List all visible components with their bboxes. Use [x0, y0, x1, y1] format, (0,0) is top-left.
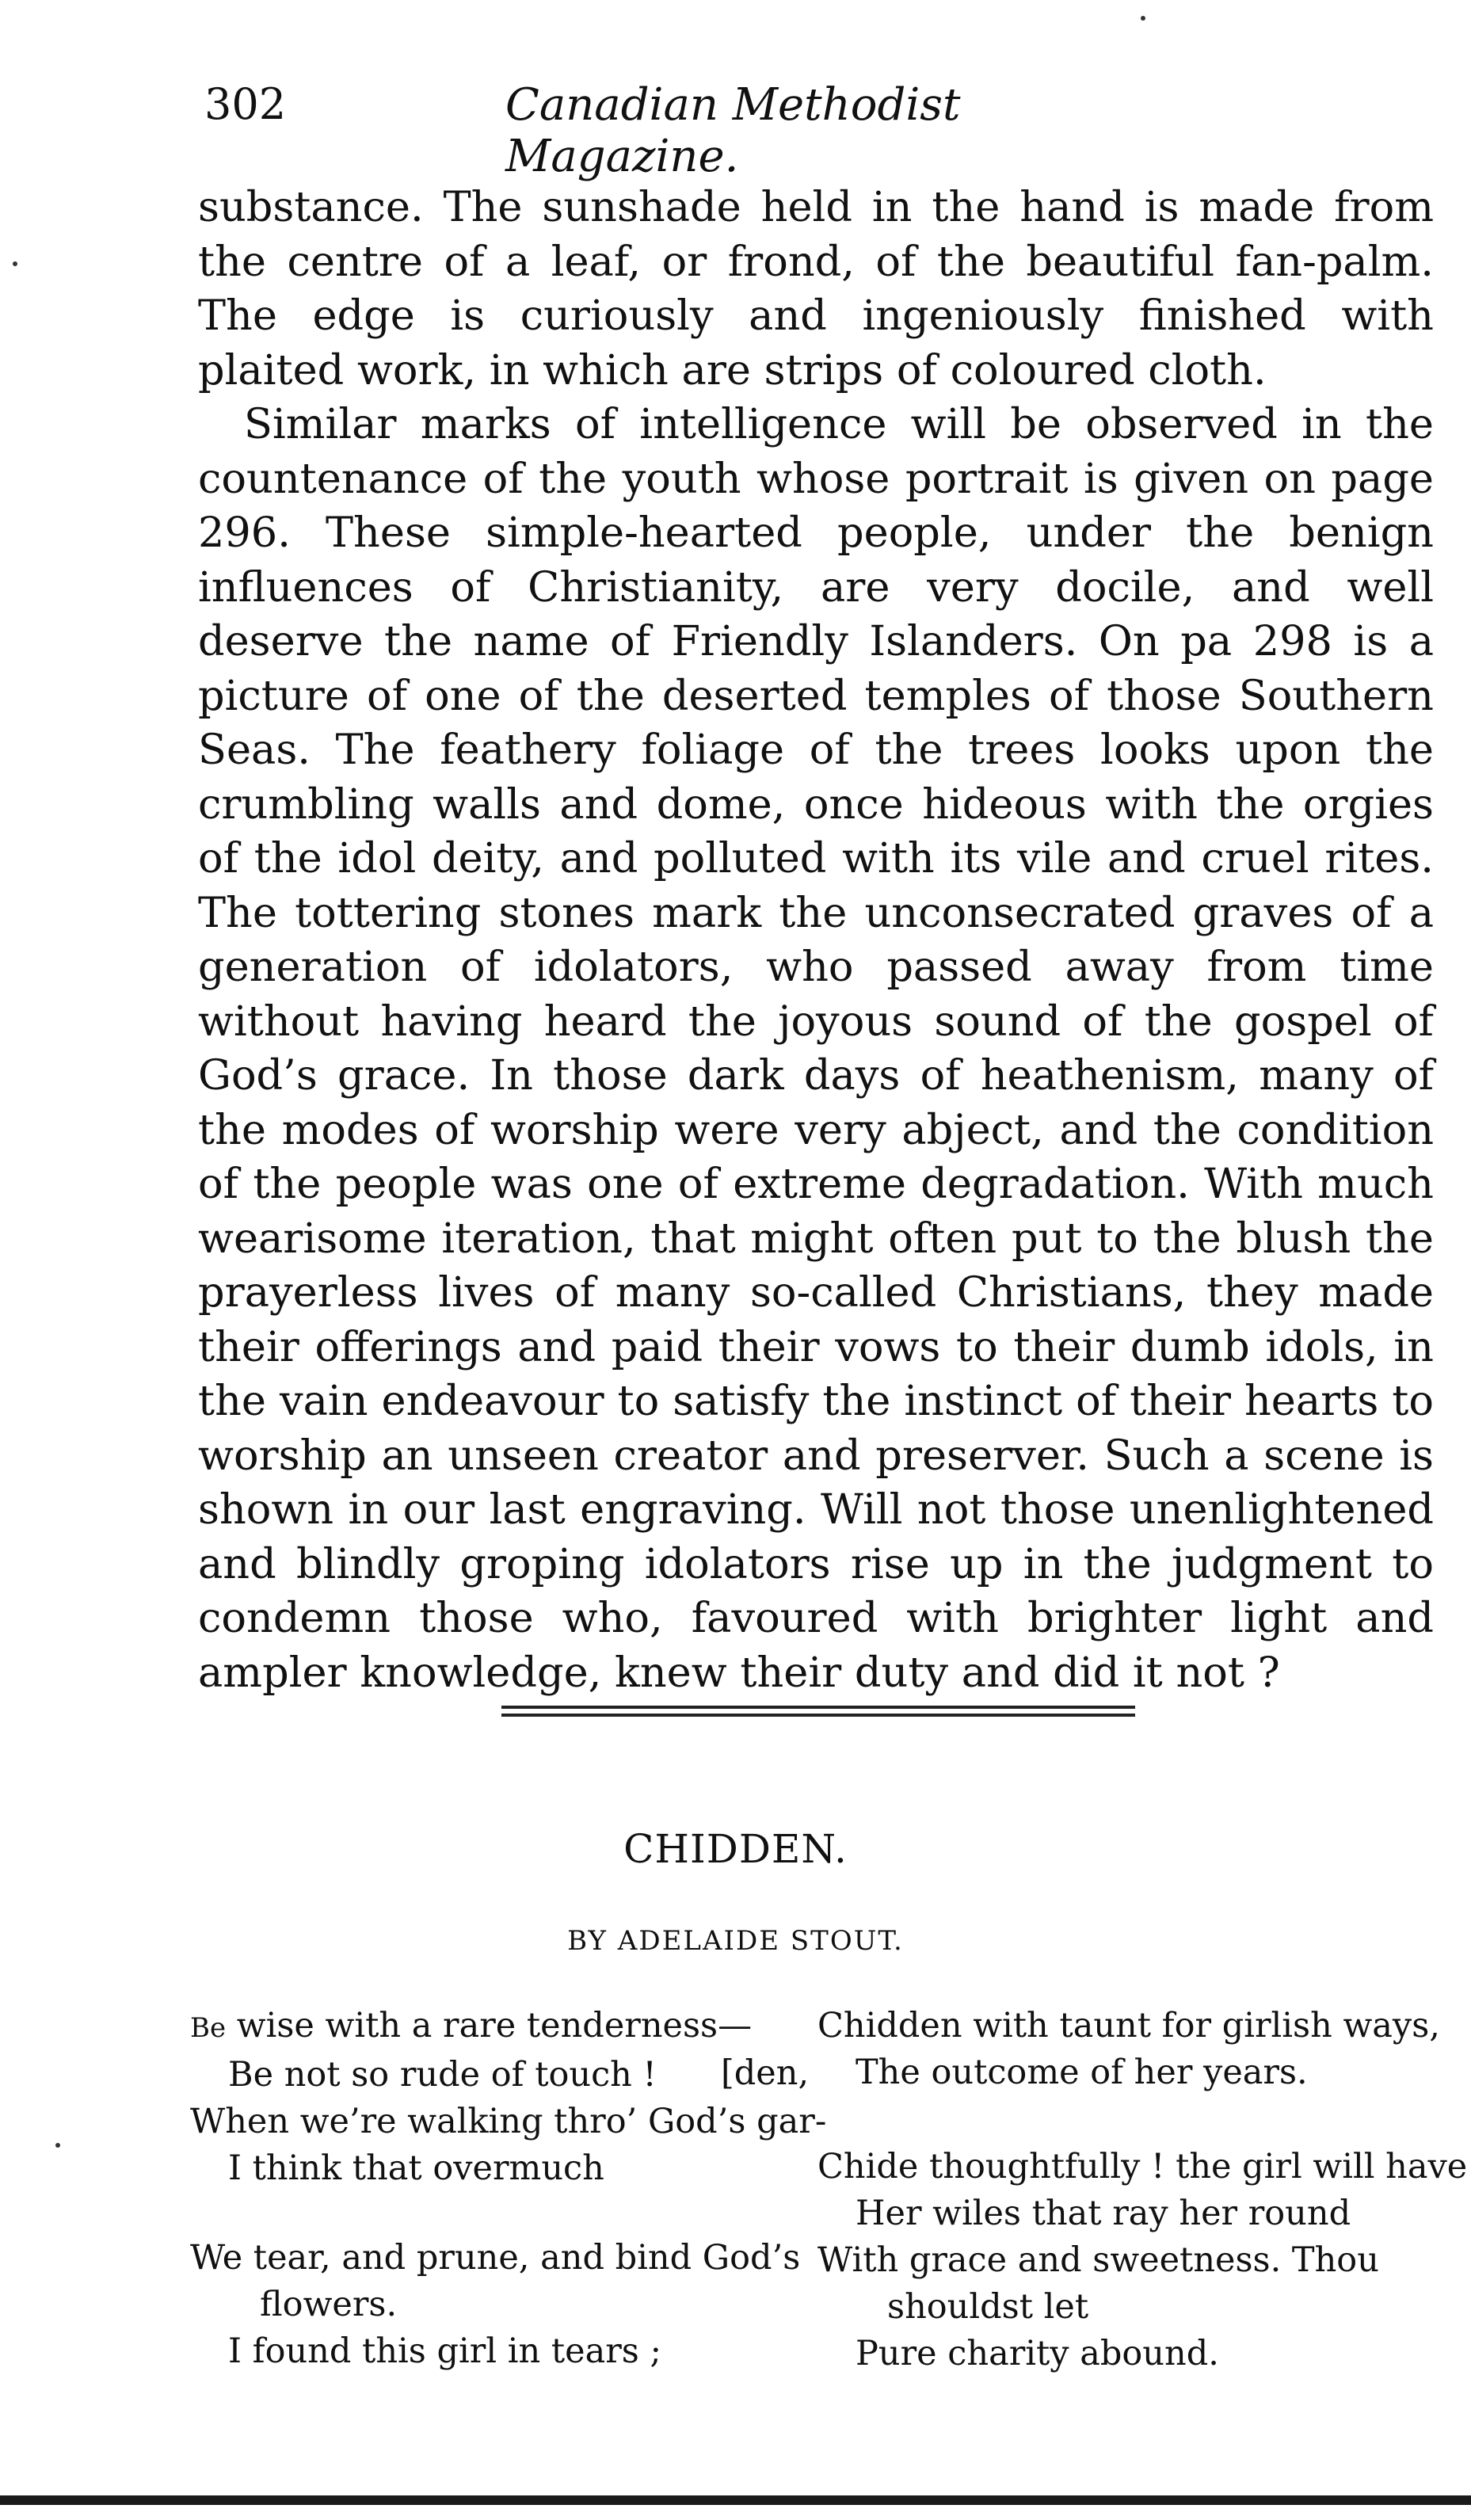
- poem-title: CHIDDEN.: [623, 1826, 848, 1872]
- scan-speck: [1141, 16, 1145, 21]
- poem-line: When we’re walking thro’ God’s gar-: [190, 2102, 827, 2141]
- section-divider-bottom: [501, 1714, 1135, 1717]
- poem-left-stanza-1: [190, 2003, 827, 2192]
- page-bottom-edge: [0, 2495, 1471, 2505]
- poem-line: Pure charity abound.: [856, 2334, 1219, 2373]
- poem-line: We tear, and prune, and bind God’s: [190, 2238, 801, 2278]
- poem-line: Be not so rude of touch !: [228, 2055, 657, 2095]
- poem-line: I found this girl in tears ;: [228, 2331, 662, 2371]
- drop-initial: Be: [190, 2012, 227, 2044]
- poem-line: The outcome of her years.: [856, 2053, 1308, 2092]
- poem-line: I think that overmuch: [228, 2148, 604, 2188]
- poem-right-stanza-2: [817, 2144, 1468, 2377]
- poem-line: Be wise with a rare tenderness—: [190, 2006, 753, 2045]
- poem-right-stanza-1: [817, 2003, 1440, 2096]
- paragraph: substance. The sunshade held in the hand is made from the centre of a leaf, or frond, of the beautiful fan-palm. The edge is curiously and ingeniously finished with plaited work, in which are strips of coloured cloth.: [198, 183, 1434, 395]
- section-divider-top: [501, 1706, 1135, 1709]
- poem-line: Chidden with taunt for girlish ways,: [817, 2006, 1440, 2045]
- poem-line: flowers.: [260, 2285, 398, 2324]
- scan-speck: [55, 2143, 60, 2148]
- poem-line: shouldst let: [887, 2287, 1089, 2327]
- poem-byline: BY ADELAIDE STOUT.: [567, 1925, 904, 1957]
- prose-body: [198, 181, 1434, 1700]
- poem-line: With grace and sweetness. Thou: [817, 2240, 1379, 2280]
- poem-left-stanza-2: [190, 2235, 808, 2375]
- running-title: Canadian Methodist Magazine.: [505, 79, 961, 182]
- page-number: 302: [204, 79, 287, 129]
- turnover-fragment: [den,: [721, 2053, 810, 2093]
- paragraph: Similar marks of intelligence will be observed in the countenance of the youth whose portrait is given on page 296. These simple-hearted people, under the benign influences of Christianity, are very docile, and well deserve the name of Friendly Islanders. On pa 298 is a picture of one of the deserted temples of those Southern Seas. The feathery foliage of the trees looks upon the crumbling walls and dome, once hideous with the orgies of the idol deity, and polluted with its vile and cruel rites. The tottering stones mark the unconsecrated graves of a generation of idolators, who passed away from time without having heard the joyous sound of the gospel of God’s grace. In those dark days of heathenism, many of the modes of worship were very abject, and the condition of the people was one of extreme degradation. With much wearisome iteration, that might often put to the blush the prayerless lives of many so-called Christians, they made their offerings and paid their vows to their dumb idols, in the vain endeavour to satisfy the instinct of their hearts to worship an unseen creator and preserver. Such a scene is shown in our last engraving. Will not those unenlightened and blindly groping idolators rise up in the judgment to condemn those who, favoured with brighter light and ampler knowledge, knew their duty and did it not ?: [198, 400, 1434, 1697]
- scan-speck: [13, 261, 17, 266]
- page-header: [204, 79, 1183, 182]
- poem-line: Chide thoughtfully ! the girl will have: [817, 2147, 1468, 2186]
- poem-line: Her wiles that ray her round: [856, 2194, 1351, 2233]
